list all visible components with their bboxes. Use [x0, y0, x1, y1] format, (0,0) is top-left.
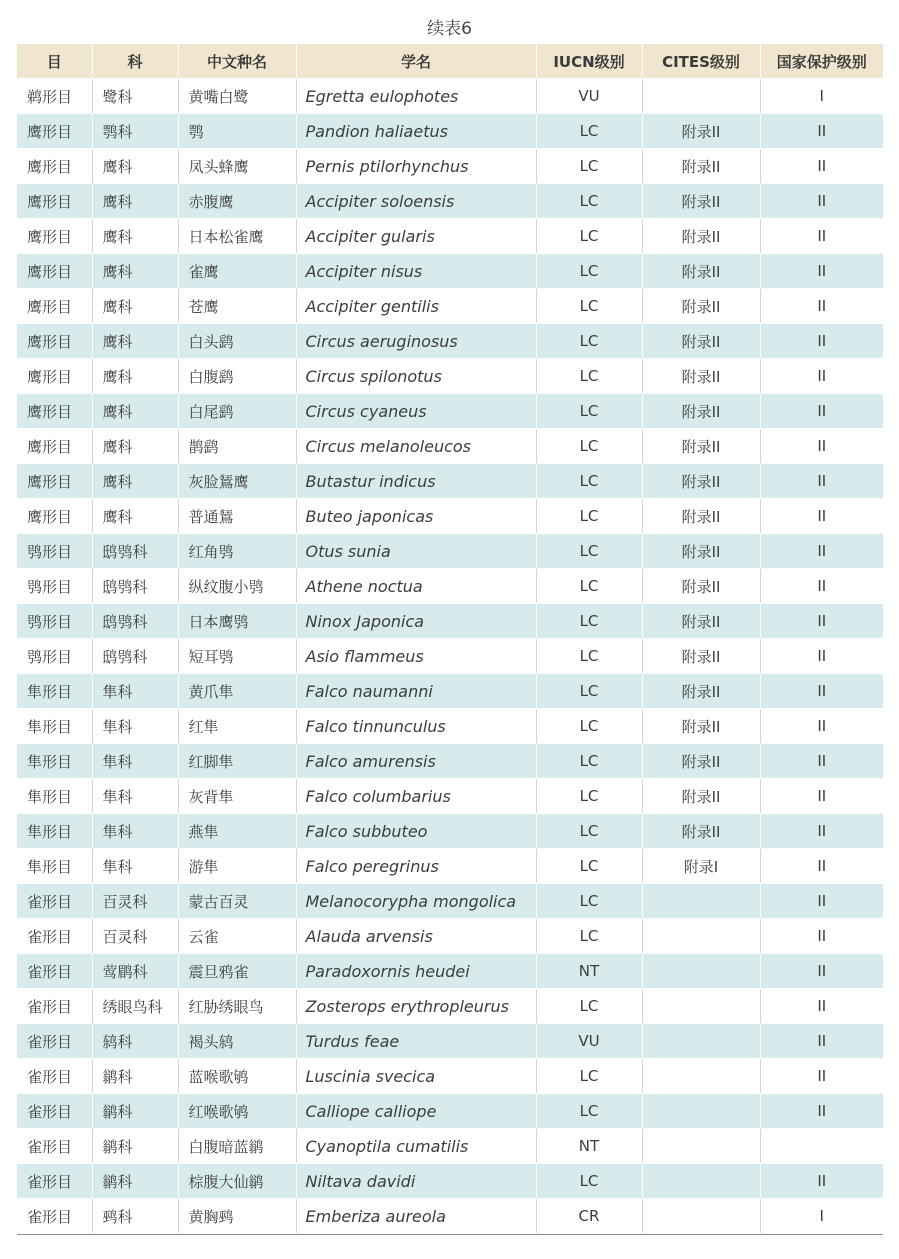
cell-cites: 附录II [642, 359, 760, 394]
cell-scientific-name: Luscinia svecica [296, 1059, 536, 1094]
table-row [17, 1024, 883, 1059]
cell-cites: 附录II [642, 779, 760, 814]
cell-scientific-name: Falco tinnunculus [296, 709, 536, 744]
cell-order: 雀形目 [17, 1094, 92, 1129]
cell-family: 鹰科 [92, 289, 178, 324]
cell-cites: 附录II [642, 114, 760, 149]
cell-chinese-name: 白头鹞 [178, 324, 296, 359]
cell-family: 鹗科 [92, 114, 178, 149]
cell-iucn: LC [536, 499, 642, 534]
table-row [17, 534, 883, 569]
cell-scientific-name: Accipiter gularis [296, 219, 536, 254]
cell-national-protection: II [760, 429, 883, 464]
cell-order: 隼形目 [17, 674, 92, 709]
cell-order: 隼形目 [17, 744, 92, 779]
cell-order: 雀形目 [17, 1059, 92, 1094]
cell-order: 鹰形目 [17, 499, 92, 534]
cell-iucn: LC [536, 604, 642, 639]
cell-scientific-name: Ninox Japonica [296, 604, 536, 639]
species-table [17, 44, 883, 1234]
cell-national-protection: II [760, 499, 883, 534]
table-bottom-rule [17, 1234, 883, 1235]
cell-cites: 附录II [642, 814, 760, 849]
cell-cites: 附录II [642, 394, 760, 429]
cell-family: 鹀科 [92, 1199, 178, 1234]
cell-order: 鹰形目 [17, 429, 92, 464]
cell-scientific-name: Falco amurensis [296, 744, 536, 779]
table-row [17, 814, 883, 849]
cell-national-protection: II [760, 989, 883, 1024]
cell-scientific-name: Buteo japonicas [296, 499, 536, 534]
cell-iucn: LC [536, 394, 642, 429]
cell-cites: 附录II [642, 744, 760, 779]
cell-scientific-name: Circus melanoleucos [296, 429, 536, 464]
cell-chinese-name: 日本鹰鸮 [178, 604, 296, 639]
table-row [17, 849, 883, 884]
cell-order: 鸮形目 [17, 534, 92, 569]
cell-iucn: LC [536, 464, 642, 499]
cell-national-protection: II [760, 184, 883, 219]
cell-family: 鹰科 [92, 394, 178, 429]
cell-chinese-name: 鹗 [178, 114, 296, 149]
cell-order: 鹰形目 [17, 114, 92, 149]
cell-chinese-name: 纵纹腹小鸮 [178, 569, 296, 604]
cell-cites: 附录II [642, 674, 760, 709]
cell-family: 鹭科 [92, 79, 178, 114]
cell-national-protection: II [760, 639, 883, 674]
cell-national-protection: II [760, 919, 883, 954]
cell-iucn: VU [536, 79, 642, 114]
cell-family: 鹟科 [92, 1129, 178, 1164]
cell-cites: 附录II [642, 429, 760, 464]
cell-order: 隼形目 [17, 709, 92, 744]
cell-iucn: LC [536, 219, 642, 254]
cell-cites: 附录II [642, 289, 760, 324]
cell-order: 雀形目 [17, 989, 92, 1024]
cell-family: 鸫科 [92, 1024, 178, 1059]
cell-cites: 附录II [642, 604, 760, 639]
header-chinese-name: 中文种名 [178, 44, 296, 79]
cell-scientific-name: Cyanoptila cumatilis [296, 1129, 536, 1164]
table-row [17, 1164, 883, 1199]
cell-scientific-name: Egretta eulophotes [296, 79, 536, 114]
cell-scientific-name: Asio flammeus [296, 639, 536, 674]
table-row [17, 394, 883, 429]
cell-scientific-name: Melanocorypha mongolica [296, 884, 536, 919]
cell-order: 雀形目 [17, 884, 92, 919]
cell-scientific-name: Falco peregrinus [296, 849, 536, 884]
cell-cites: 附录II [642, 709, 760, 744]
table-body [17, 79, 883, 1234]
header-scientific-name: 学名 [296, 44, 536, 79]
cell-cites [642, 1059, 760, 1094]
cell-scientific-name: Pernis ptilorhynchus [296, 149, 536, 184]
cell-order: 鸮形目 [17, 639, 92, 674]
cell-national-protection: II [760, 814, 883, 849]
cell-cites: 附录II [642, 149, 760, 184]
cell-family: 鹰科 [92, 219, 178, 254]
cell-national-protection: II [760, 114, 883, 149]
cell-chinese-name: 赤腹鹰 [178, 184, 296, 219]
table-row [17, 709, 883, 744]
cell-family: 百灵科 [92, 884, 178, 919]
cell-scientific-name: Emberiza aureola [296, 1199, 536, 1234]
table-row [17, 744, 883, 779]
cell-order: 鹰形目 [17, 324, 92, 359]
cell-scientific-name: Butastur indicus [296, 464, 536, 499]
cell-national-protection: II [760, 954, 883, 989]
cell-scientific-name: Falco naumanni [296, 674, 536, 709]
cell-chinese-name: 黄爪隼 [178, 674, 296, 709]
cell-family: 绣眼鸟科 [92, 989, 178, 1024]
cell-family: 鹰科 [92, 464, 178, 499]
cell-iucn: LC [536, 814, 642, 849]
cell-cites: 附录II [642, 639, 760, 674]
table-row [17, 184, 883, 219]
cell-chinese-name: 红隼 [178, 709, 296, 744]
cell-iucn: LC [536, 289, 642, 324]
cell-family: 鹟科 [92, 1094, 178, 1129]
cell-cites [642, 884, 760, 919]
cell-national-protection: II [760, 394, 883, 429]
cell-cites: 附录II [642, 254, 760, 289]
cell-family: 鹰科 [92, 429, 178, 464]
cell-chinese-name: 雀鹰 [178, 254, 296, 289]
cell-order: 鹰形目 [17, 464, 92, 499]
table-row [17, 359, 883, 394]
cell-order: 隼形目 [17, 849, 92, 884]
cell-national-protection: II [760, 1164, 883, 1199]
cell-scientific-name: Calliope calliope [296, 1094, 536, 1129]
table-row [17, 779, 883, 814]
cell-cites [642, 1129, 760, 1164]
cell-scientific-name: Paradoxornis heudei [296, 954, 536, 989]
cell-cites: 附录II [642, 324, 760, 359]
cell-iucn: LC [536, 429, 642, 464]
cell-scientific-name: Circus spilonotus [296, 359, 536, 394]
cell-chinese-name: 鹊鹞 [178, 429, 296, 464]
cell-family: 鹰科 [92, 254, 178, 289]
cell-chinese-name: 灰脸鵟鹰 [178, 464, 296, 499]
cell-iucn: LC [536, 149, 642, 184]
table-row [17, 1129, 883, 1164]
cell-cites: 附录II [642, 569, 760, 604]
header-row [17, 44, 883, 79]
table-row [17, 499, 883, 534]
cell-iucn: CR [536, 1199, 642, 1234]
cell-scientific-name: Otus sunia [296, 534, 536, 569]
cell-chinese-name: 红胁绣眼鸟 [178, 989, 296, 1024]
cell-national-protection: II [760, 849, 883, 884]
cell-chinese-name: 红角鸮 [178, 534, 296, 569]
cell-iucn: NT [536, 1129, 642, 1164]
cell-iucn: LC [536, 114, 642, 149]
cell-family: 鸱鸮科 [92, 569, 178, 604]
cell-chinese-name: 游隼 [178, 849, 296, 884]
cell-national-protection [760, 1129, 883, 1164]
cell-iucn: LC [536, 709, 642, 744]
cell-cites: 附录II [642, 534, 760, 569]
cell-chinese-name: 蓝喉歌鸲 [178, 1059, 296, 1094]
cell-cites [642, 954, 760, 989]
cell-order: 雀形目 [17, 1129, 92, 1164]
cell-national-protection: II [760, 674, 883, 709]
cell-order: 雀形目 [17, 919, 92, 954]
header-national-protection: 国家保护级别 [760, 44, 883, 79]
cell-scientific-name: Circus cyaneus [296, 394, 536, 429]
cell-order: 雀形目 [17, 1199, 92, 1234]
cell-chinese-name: 短耳鸮 [178, 639, 296, 674]
cell-scientific-name: Falco columbarius [296, 779, 536, 814]
cell-national-protection: II [760, 464, 883, 499]
cell-iucn: LC [536, 919, 642, 954]
table-row [17, 289, 883, 324]
cell-order: 雀形目 [17, 1164, 92, 1199]
cell-chinese-name: 震旦鸦雀 [178, 954, 296, 989]
table-row [17, 79, 883, 114]
cell-iucn: LC [536, 1059, 642, 1094]
cell-national-protection: II [760, 534, 883, 569]
cell-order: 鹰形目 [17, 359, 92, 394]
cell-order: 鹰形目 [17, 289, 92, 324]
cell-family: 鸱鸮科 [92, 639, 178, 674]
cell-cites [642, 79, 760, 114]
cell-national-protection: II [760, 289, 883, 324]
table-row [17, 149, 883, 184]
cell-order: 鹰形目 [17, 184, 92, 219]
cell-iucn: LC [536, 1164, 642, 1199]
cell-scientific-name: Pandion haliaetus [296, 114, 536, 149]
cell-chinese-name: 蒙古百灵 [178, 884, 296, 919]
cell-scientific-name: Athene noctua [296, 569, 536, 604]
cell-chinese-name: 日本松雀鹰 [178, 219, 296, 254]
cell-iucn: LC [536, 254, 642, 289]
cell-chinese-name: 普通鵟 [178, 499, 296, 534]
cell-chinese-name: 白腹暗蓝鹟 [178, 1129, 296, 1164]
header-iucn: IUCN级别 [536, 44, 642, 79]
table-row [17, 1199, 883, 1234]
cell-iucn: LC [536, 534, 642, 569]
cell-national-protection: I [760, 1199, 883, 1234]
cell-family: 鸱鸮科 [92, 534, 178, 569]
table-row [17, 114, 883, 149]
cell-chinese-name: 黄嘴白鹭 [178, 79, 296, 114]
cell-family: 莺鹛科 [92, 954, 178, 989]
cell-cites: 附录II [642, 184, 760, 219]
cell-iucn: LC [536, 884, 642, 919]
cell-national-protection: II [760, 149, 883, 184]
cell-family: 百灵科 [92, 919, 178, 954]
header-cites: CITES级别 [642, 44, 760, 79]
cell-family: 隼科 [92, 744, 178, 779]
table-row [17, 989, 883, 1024]
cell-order: 鹰形目 [17, 394, 92, 429]
cell-order: 隼形目 [17, 814, 92, 849]
cell-scientific-name: Accipiter gentilis [296, 289, 536, 324]
cell-national-protection: II [760, 884, 883, 919]
table-row [17, 919, 883, 954]
cell-iucn: LC [536, 324, 642, 359]
cell-order: 鹈形目 [17, 79, 92, 114]
cell-scientific-name: Circus aeruginosus [296, 324, 536, 359]
cell-family: 鹰科 [92, 324, 178, 359]
cell-scientific-name: Zosterops erythropleurus [296, 989, 536, 1024]
cell-iucn: NT [536, 954, 642, 989]
cell-order: 雀形目 [17, 1024, 92, 1059]
cell-chinese-name: 棕腹大仙鹟 [178, 1164, 296, 1199]
cell-family: 鹟科 [92, 1059, 178, 1094]
cell-scientific-name: Niltava davidi [296, 1164, 536, 1199]
cell-chinese-name: 红脚隼 [178, 744, 296, 779]
cell-family: 隼科 [92, 709, 178, 744]
cell-chinese-name: 燕隼 [178, 814, 296, 849]
cell-chinese-name: 凤头蜂鹰 [178, 149, 296, 184]
cell-family: 隼科 [92, 674, 178, 709]
cell-national-protection: II [760, 359, 883, 394]
table-row [17, 639, 883, 674]
cell-cites: 附录II [642, 219, 760, 254]
table-row [17, 254, 883, 289]
cell-national-protection: II [760, 709, 883, 744]
cell-chinese-name: 红喉歌鸲 [178, 1094, 296, 1129]
table-row [17, 219, 883, 254]
cell-cites [642, 1094, 760, 1129]
cell-chinese-name: 灰背隼 [178, 779, 296, 814]
table-row [17, 464, 883, 499]
cell-chinese-name: 白尾鹞 [178, 394, 296, 429]
cell-iucn: LC [536, 1094, 642, 1129]
cell-family: 鹰科 [92, 184, 178, 219]
cell-chinese-name: 云雀 [178, 919, 296, 954]
cell-cites [642, 989, 760, 1024]
table-row [17, 1094, 883, 1129]
cell-national-protection: II [760, 779, 883, 814]
cell-order: 鸮形目 [17, 604, 92, 639]
cell-iucn: LC [536, 639, 642, 674]
cell-chinese-name: 黄胸鹀 [178, 1199, 296, 1234]
cell-order: 隼形目 [17, 779, 92, 814]
cell-scientific-name: Alauda arvensis [296, 919, 536, 954]
cell-cites [642, 1164, 760, 1199]
cell-order: 鹰形目 [17, 219, 92, 254]
cell-order: 鹰形目 [17, 254, 92, 289]
cell-cites: 附录II [642, 499, 760, 534]
table-row [17, 429, 883, 464]
cell-family: 鹰科 [92, 499, 178, 534]
cell-order: 鹰形目 [17, 149, 92, 184]
cell-family: 鹰科 [92, 149, 178, 184]
cell-chinese-name: 白腹鹞 [178, 359, 296, 394]
cell-scientific-name: Accipiter soloensis [296, 184, 536, 219]
cell-national-protection: II [760, 254, 883, 289]
cell-cites: 附录I [642, 849, 760, 884]
table-row [17, 674, 883, 709]
cell-order: 雀形目 [17, 954, 92, 989]
cell-national-protection: II [760, 1094, 883, 1129]
cell-national-protection: II [760, 1059, 883, 1094]
cell-iucn: VU [536, 1024, 642, 1059]
cell-scientific-name: Turdus feae [296, 1024, 536, 1059]
cell-scientific-name: Falco subbuteo [296, 814, 536, 849]
table-row [17, 569, 883, 604]
cell-national-protection: II [760, 604, 883, 639]
cell-chinese-name: 褐头鸫 [178, 1024, 296, 1059]
table-row [17, 884, 883, 919]
cell-scientific-name: Accipiter nisus [296, 254, 536, 289]
cell-family: 鹰科 [92, 359, 178, 394]
cell-cites: 附录II [642, 464, 760, 499]
cell-national-protection: II [760, 569, 883, 604]
cell-national-protection: II [760, 219, 883, 254]
cell-national-protection: II [760, 324, 883, 359]
cell-national-protection: I [760, 79, 883, 114]
cell-iucn: LC [536, 849, 642, 884]
cell-iucn: LC [536, 779, 642, 814]
cell-national-protection: II [760, 1024, 883, 1059]
cell-family: 鸱鸮科 [92, 604, 178, 639]
cell-iucn: LC [536, 744, 642, 779]
table-row [17, 954, 883, 989]
cell-iucn: LC [536, 359, 642, 394]
species-table-container [17, 44, 883, 1235]
cell-iucn: LC [536, 184, 642, 219]
table-row [17, 604, 883, 639]
cell-iucn: LC [536, 674, 642, 709]
cell-national-protection: II [760, 744, 883, 779]
cell-iucn: LC [536, 989, 642, 1024]
cell-order: 鸮形目 [17, 569, 92, 604]
header-order: 目 [17, 44, 92, 79]
table-header [17, 44, 883, 79]
cell-family: 鹟科 [92, 1164, 178, 1199]
cell-family: 隼科 [92, 814, 178, 849]
table-caption: 续表6 [427, 19, 472, 39]
cell-cites [642, 919, 760, 954]
cell-cites [642, 1199, 760, 1234]
table-row [17, 324, 883, 359]
cell-family: 隼科 [92, 849, 178, 884]
cell-chinese-name: 苍鹰 [178, 289, 296, 324]
cell-cites [642, 1024, 760, 1059]
header-family: 科 [92, 44, 178, 79]
cell-iucn: LC [536, 569, 642, 604]
table-row [17, 1059, 883, 1094]
cell-family: 隼科 [92, 779, 178, 814]
